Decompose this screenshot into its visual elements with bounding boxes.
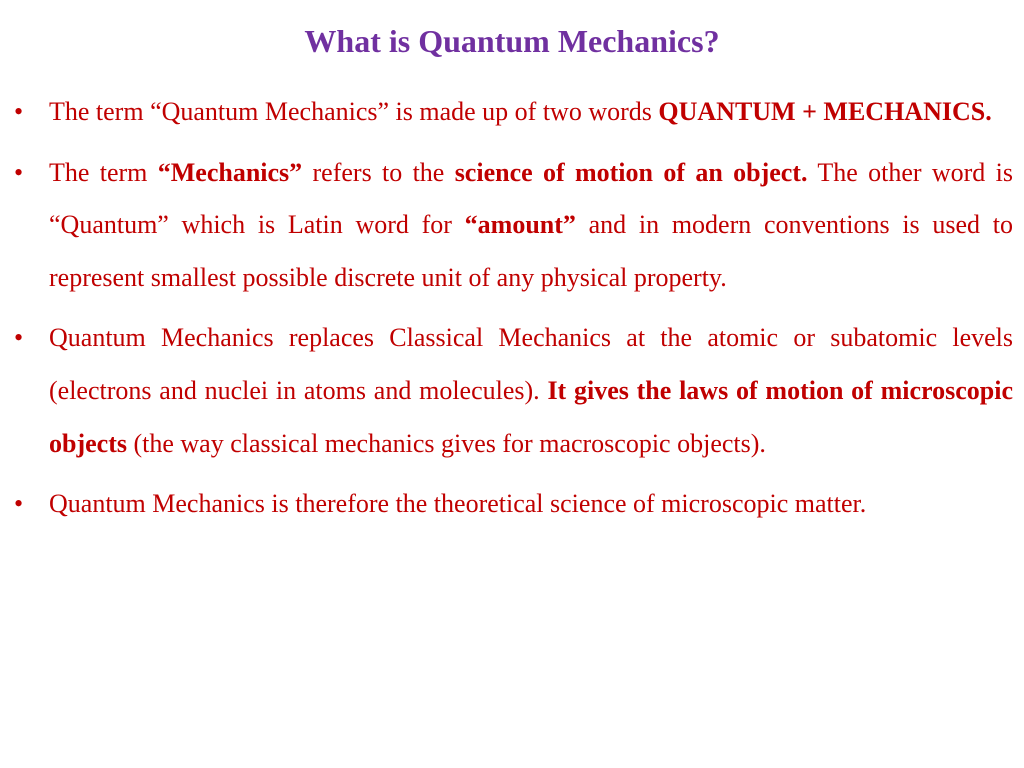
bullet-icon: •: [14, 323, 24, 353]
bullet-run-bold: It gives the laws of motion of microscopic objects: [49, 375, 1013, 458]
bullet-run-bold: “Mechanics”: [157, 157, 303, 187]
bullet-list: [0, 86, 1024, 531]
bullet-run-bold: science of motion of an object.: [454, 157, 808, 187]
bullet-run-bold: QUANTUM + MECHANICS.: [658, 97, 992, 126]
bullet-run: The term “Quantum Mechanics” is made up of two words: [49, 97, 659, 126]
bullet-run: The other word is “Quantum” which is Latin word for: [49, 157, 1013, 240]
bullet-item-2: [0, 147, 1013, 305]
bullet-run: (the way classical mechanics gives for macroscopic objects).: [126, 428, 766, 458]
bullet-icon: •: [14, 97, 24, 126]
bullet-run: and in modern conventions is used to represent smallest possible discrete unit of any physical property.: [49, 210, 1013, 292]
bullet-item-4: [0, 478, 1013, 531]
bullet-run: refers to the: [302, 157, 455, 187]
bullet-item-3: [0, 312, 1013, 470]
bullet-run-bold: “amount”: [464, 210, 576, 240]
bullet-item-1: [0, 86, 1013, 139]
bullet-run: Quantum Mechanics replaces Classical Mechanics at the atomic or subatomic levels (electrons and nuclei in atoms and molecules).: [49, 323, 1013, 405]
bullet-run: Quantum Mechanics is therefore the theoretical science of microscopic matter.: [49, 489, 867, 519]
slide-title: What is Quantum Mechanics?: [304, 23, 720, 59]
bullet-icon: •: [14, 157, 24, 187]
bullet-icon: •: [14, 489, 24, 519]
bullet-run: The term: [49, 157, 158, 187]
